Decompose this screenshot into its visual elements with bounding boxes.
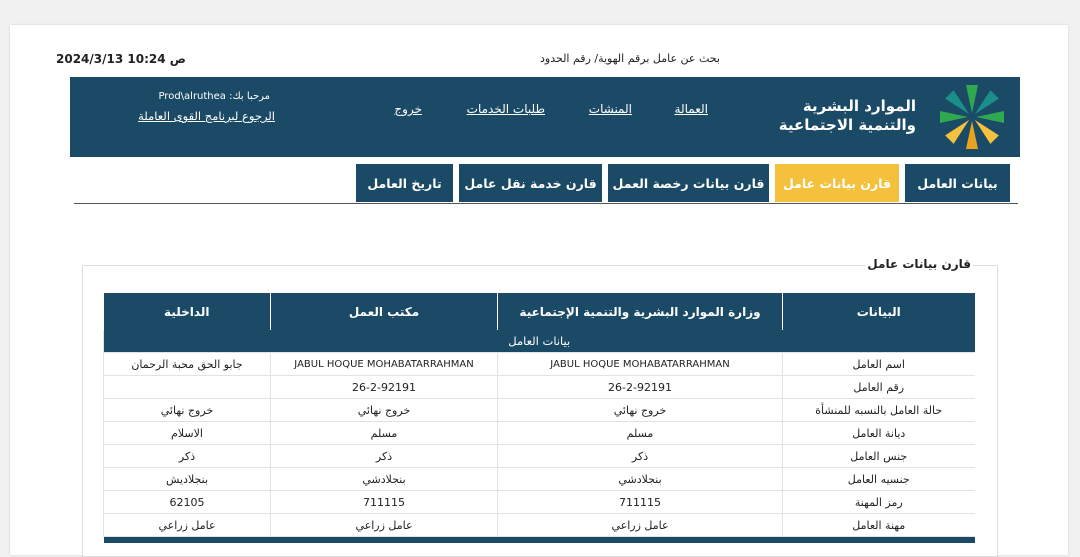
app-header [70, 77, 1020, 157]
labor-office-value: بنجلادشي [271, 468, 498, 491]
nav-logout[interactable]: خروج [394, 102, 422, 116]
tab-worker-history[interactable]: تاريخ العامل [356, 164, 453, 202]
field-label: رمز المهنة [783, 491, 975, 514]
table-row [104, 422, 975, 445]
tab-compare-worker[interactable]: قارن بيانات عامل [775, 164, 899, 202]
table-row [104, 514, 975, 537]
interior-value: عامل زراعي [104, 514, 271, 537]
search-worker-label: بحث عن عامل برقم الهوية/ رقم الحدود [540, 52, 720, 65]
labor-office-value: ذكر [271, 445, 498, 468]
labor-office-value: 26-2-92191 [271, 376, 498, 399]
section-row [104, 330, 975, 353]
interior-value: جابو الحق محبة الرحمان [104, 353, 271, 376]
labor-office-value: عامل زراعي [271, 514, 498, 537]
interior-value: الاسلام [104, 422, 271, 445]
ministry-value: عامل زراعي [498, 514, 783, 537]
footer-bar-cell [104, 537, 975, 544]
tab-compare-transfer[interactable]: قارن خدمة نقل عامل [459, 164, 602, 202]
nav-labor[interactable]: العمالة [674, 102, 708, 116]
datetime: 2024/3/13 10:24 ص [56, 52, 186, 66]
col-header-ministry: وزارة الموارد البشرية والتنمية الإجتماعية [498, 293, 783, 330]
labor-office-value: مسلم [271, 422, 498, 445]
labor-office-value: JABUL HOQUE MOHABATARRAHMAN [271, 353, 498, 376]
col-header-labor-office: مكتب العمل [271, 293, 498, 330]
ministry-value: خروج نهائي [498, 399, 783, 422]
table-row [104, 445, 975, 468]
table-header-row [104, 293, 975, 330]
table-row [104, 491, 975, 514]
section-title: بيانات العامل [104, 330, 975, 353]
tab-worker-data[interactable]: بيانات العامل [905, 164, 1010, 202]
interior-value: ذكر [104, 445, 271, 468]
nav-service-requests[interactable]: طلبات الخدمات [466, 102, 545, 116]
field-label: جنس العامل [783, 445, 975, 468]
table-row [104, 376, 975, 399]
field-label: اسم العامل [783, 353, 975, 376]
panel-title: قارن بيانات عامل [867, 257, 971, 271]
table-row [104, 353, 975, 376]
ministry-value: 711115 [498, 491, 783, 514]
ministry-value: ذكر [498, 445, 783, 468]
nav-establishments[interactable]: المنشات [588, 102, 632, 116]
brand-line-2: والتنمية الاجتماعية [778, 116, 916, 134]
field-label: جنسيه العامل [783, 468, 975, 491]
interior-value: خروج نهائي [104, 399, 271, 422]
table-footer-bar [104, 537, 975, 544]
tab-bar [74, 164, 1018, 204]
compare-table [103, 293, 975, 543]
col-header-interior: الداخلية [104, 293, 271, 330]
field-label: ديانة العامل [783, 422, 975, 445]
tab-compare-work-permit[interactable]: قارن بيانات رخصة العمل [608, 164, 769, 202]
interior-value: 62105 [104, 491, 271, 514]
brand-line-1: الموارد البشرية [802, 97, 916, 115]
table-row [104, 399, 975, 422]
ministry-value: بنجلادشي [498, 468, 783, 491]
interior-value [104, 376, 271, 399]
ministry-value: مسلم [498, 422, 783, 445]
table-row [104, 468, 975, 491]
col-header-field: البيانات [783, 293, 975, 330]
ministry-brand [779, 97, 916, 135]
field-label: رقم العامل [783, 376, 975, 399]
labor-office-value: خروج نهائي [271, 399, 498, 422]
labor-office-value: 711115 [271, 491, 498, 514]
back-to-workforce-link[interactable]: الرجوع لبرنامج القوى العاملة [138, 109, 275, 123]
ministry-value: 26-2-92191 [498, 376, 783, 399]
field-label: حالة العامل بالنسبه للمنشأة [783, 399, 975, 422]
interior-value: بنجلاديش [104, 468, 271, 491]
ministry-logo-icon [926, 80, 1018, 154]
welcome-text: مرحبا بك: Prod\alruthea [158, 91, 270, 102]
ministry-value: JABUL HOQUE MOHABATARRAHMAN [498, 353, 783, 376]
field-label: مهنة العامل [783, 514, 975, 537]
